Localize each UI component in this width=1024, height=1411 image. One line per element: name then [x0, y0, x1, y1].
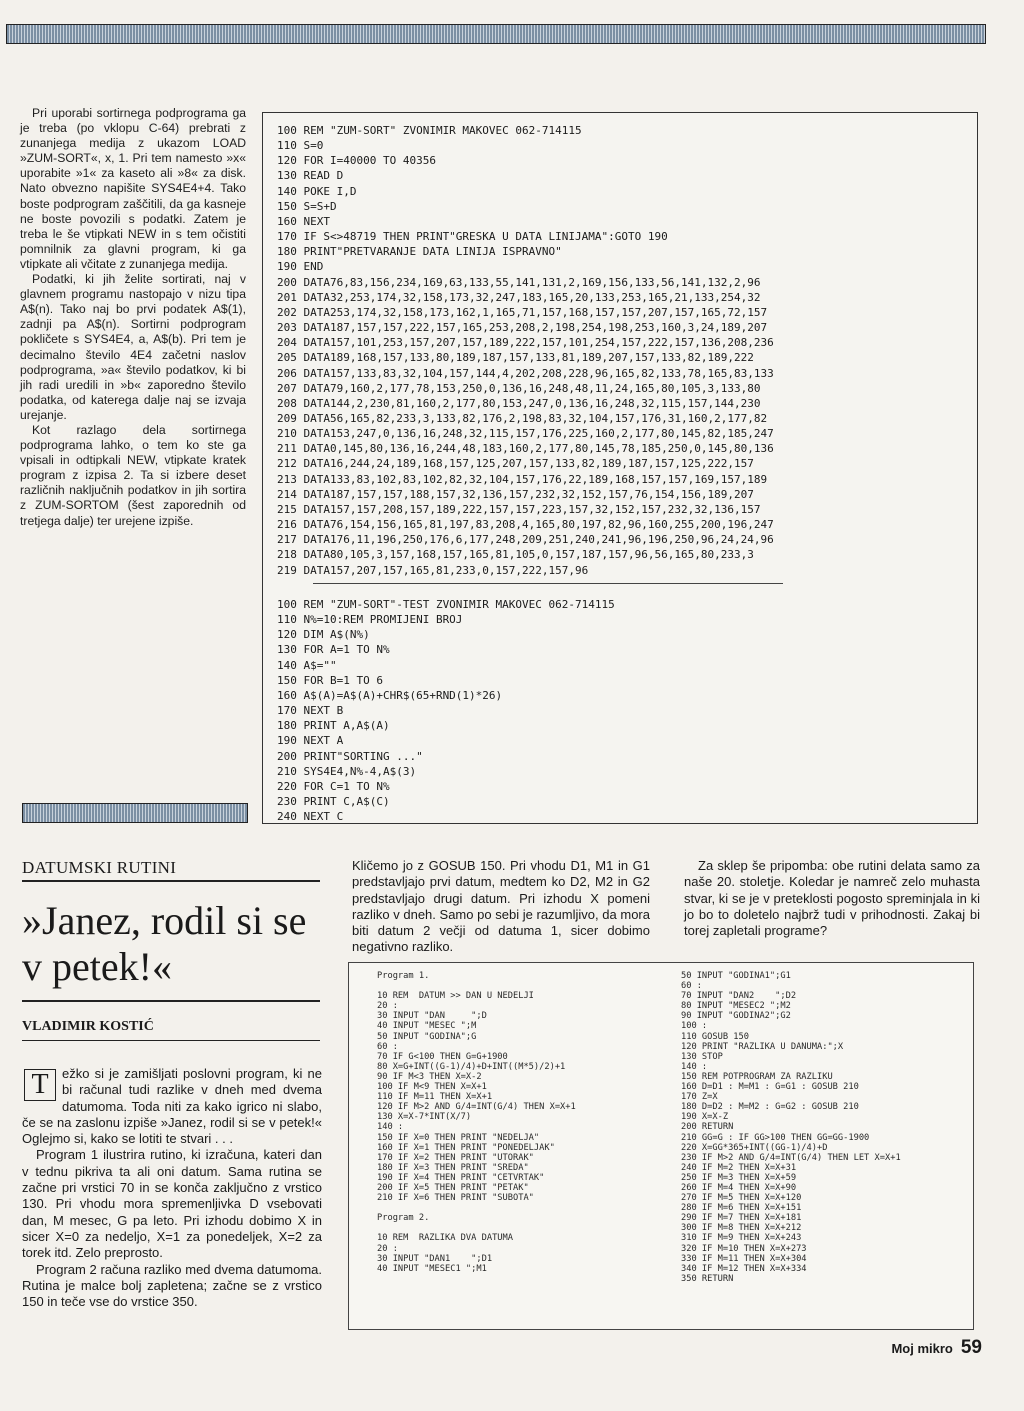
code-line: 210 GG=G : IF GG>100 THEN GG=GG-1900	[681, 1132, 870, 1143]
code-line: 200 PRINT"SORTING ..."	[277, 749, 423, 763]
code-line: 90 IF M<3 THEN X=X-2	[377, 1071, 482, 1082]
article-paragraph: Kličemo jo z GOSUB 150. Pri vhodu D1, M1 in G1 predstavljajo prvi datum, medtem ko D2, M2 in G2 predstavljajo drugi datum. Pri izhodu X pomeni razliko v dneh. Samo po sebi je razumljivo, da mora biti datum 2 večji od datuma 1, sicer dobimo negativno razliko.	[352, 858, 650, 955]
code-line: 70 INPUT "DAN2 ";D2	[681, 991, 797, 1002]
author-rule	[22, 1040, 320, 1041]
code-line: 270 IF M=5 THEN X=X+120	[681, 1193, 802, 1204]
code-line: 170 Z=X	[681, 1092, 718, 1103]
code-line: 300 IF M=8 THEN X=X+212	[681, 1223, 802, 1234]
code-line: 214 DATA187,157,157,188,157,32,136,157,232,32,152,157,76,154,156,189,207	[277, 487, 754, 501]
zum-sort-test-listing	[277, 597, 973, 824]
code-line: 260 IF M=4 THEN X=X+90	[681, 1182, 797, 1193]
code-line: 10 REM DATUM >> DAN U NEDELJI	[377, 991, 534, 1002]
code-line: 340 IF M=12 THEN X=X+334	[681, 1263, 807, 1274]
code-line: 140 POKE I,D	[277, 184, 357, 198]
code-line: 160 A$(A)=A$(A)+CHR$(65+RND(1)*26)	[277, 688, 503, 702]
code-line: 100 IF M<9 THEN X=X+1	[377, 1082, 487, 1093]
code-line: 100 :	[681, 1021, 708, 1032]
program-listing-right	[681, 971, 901, 1284]
code-line: 180 PRINT"PRETVARANJE DATA LINIJA ISPRAVNO"	[277, 245, 562, 259]
article-author: VLADIMIR KOSTIĆ	[22, 1019, 154, 1034]
code-line: 202 DATA253,174,32,158,173,162,1,165,71,157,168,157,157,207,157,165,72,157	[277, 305, 768, 319]
code-line: 20 :	[377, 1001, 398, 1012]
code-line: 208 DATA144,2,230,81,160,2,177,80,153,247,0,136,16,248,32,115,157,144,230	[277, 396, 761, 410]
code-line: 20 :	[377, 1243, 398, 1254]
sidebar-text	[20, 106, 246, 529]
article-body	[22, 1066, 322, 1310]
sidebar-paragraph: Pri uporabi sortirnega podprograma ga je treba (po vklopu C-64) prebrati z zunanjega medija z ukazom LOAD »ZUM-SORT«, x, 1. Pri tem namesto »x« uporabite »1« za kaseto ali »8« za disk. Nato obvezno napišite SYS4E4+4. Tako boste podprogram zaščitili, da ga kasneje ne boste povozili s podatki. Zatem je treba le še vtipkati NEW in s tem očistiti pomnilnik za glavni program, ki ga vtipkate ali včitate z zunanjega medija.	[20, 106, 246, 271]
code-line: 190 END	[277, 260, 324, 274]
code-line: 70 IF G<100 THEN G=G+1900	[377, 1051, 508, 1062]
code-line: 160 D=D1 : M=M1 : G=G1 : GOSUB 210	[681, 1082, 859, 1093]
article-column-right	[684, 858, 980, 939]
code-line: Program 2.	[377, 1213, 430, 1224]
code-line: 280 IF M=6 THEN X=X+151	[681, 1203, 802, 1214]
code-line: 50 INPUT "GODINA";G	[377, 1031, 477, 1042]
sidebar-paragraph: Podatki, ki jih želite sortirati, naj v glavnem programu nastopajo v nizu tipa A$(n). Tako naj bo prvi podatek A$(1), zadnji pa A$(n). Sortirni podprogram pokličete s SYS4E4, a, A$(b). Pri tem je decimalno število 4E4 začetni naslov podprograma, »a« število podatkov, ki bi jih radi uredili in »b« zaporedno število podatka, od katerega dalje naj se izvaja urejanje.	[20, 272, 246, 422]
code-line: 203 DATA187,157,157,222,157,165,253,208,2,198,254,198,253,160,3,24,189,207	[277, 321, 768, 335]
code-line: 180 IF X=3 THEN PRINT "SREDA"	[377, 1162, 529, 1173]
code-line: 330 IF M=11 THEN X=X+304	[681, 1253, 807, 1264]
code-line: 220 FOR C=1 TO N%	[277, 779, 390, 793]
code-line: 213 DATA133,83,102,83,102,82,32,104,157,176,22,189,168,157,157,169,157,189	[277, 472, 768, 486]
code-line: 140 :	[681, 1061, 708, 1072]
code-line: 130 FOR A=1 TO N%	[277, 643, 390, 657]
code-line: 210 SYS4E4,N%-4,A$(3)	[277, 764, 417, 778]
code-line	[377, 981, 576, 991]
code-line: 100 REM "ZUM-SORT"-TEST ZVONIMIR MAKOVEC 062-714115	[277, 598, 615, 611]
article-headline: »Janez, rodil si se v petek!«	[22, 898, 307, 989]
code-line: 170 IF S<>48719 THEN PRINT"GRESKA U DATA LINIJAMA":GOTO 190	[277, 230, 668, 244]
code-line: 120 FOR I=40000 TO 40356	[277, 154, 436, 168]
code-line: 130 STOP	[681, 1051, 723, 1062]
program-listing-left	[377, 971, 576, 1274]
code-line: 215 DATA157,157,208,157,189,222,157,157,223,157,32,152,157,232,32,136,157	[277, 502, 761, 516]
code-line: 150 IF X=0 THEN PRINT "NEDELJA"	[377, 1132, 540, 1143]
code-line: 190 IF X=4 THEN PRINT "CETVRTAK"	[377, 1172, 545, 1183]
article-paragraph	[22, 1066, 322, 1147]
code-line: 220 X=GG*365+INT((GG-1)/4)+D	[681, 1142, 828, 1153]
code-line: 150 S=S+D	[277, 199, 337, 213]
code-line: 110 N%=10:REM PROMIJENI BROJ	[277, 613, 463, 627]
code-line: 140 :	[377, 1122, 404, 1133]
code-line: 209 DATA56,165,82,233,3,133,82,176,2,198,83,32,104,157,176,31,160,2,177,82	[277, 411, 768, 425]
code-line	[377, 1203, 576, 1213]
code-line: 240 NEXT C	[277, 810, 344, 824]
code-line: 40 INPUT "MESEC ";M	[377, 1021, 477, 1032]
code-line: 206 DATA157,133,83,32,104,157,144,4,202,208,228,96,165,82,133,78,165,83,133	[277, 366, 774, 380]
code-line: 110 S=0	[277, 139, 324, 153]
code-line: 216 DATA76,154,156,165,81,197,83,208,4,165,80,197,82,96,160,255,200,196,247	[277, 518, 774, 532]
code-line: 200 IF X=5 THEN PRINT "PETAK"	[377, 1182, 529, 1193]
code-line: 201 DATA32,253,174,32,158,173,32,247,183,165,20,133,253,165,21,133,254,32	[277, 290, 761, 304]
code-listing-box	[262, 112, 978, 824]
code-line: 80 INPUT "MESEC2 ";M2	[681, 1001, 791, 1012]
code-line: 130 READ D	[277, 169, 344, 183]
code-line: 120 PRINT "RAZLIKA U DANUMA:";X	[681, 1041, 844, 1052]
code-line: 211 DATA0,145,80,136,16,244,48,183,160,2,177,80,145,78,185,250,0,145,80,136	[277, 442, 774, 456]
code-line: 30 INPUT "DAN ";D	[377, 1011, 487, 1022]
code-line: 30 INPUT "DAN1 ";D1	[377, 1253, 493, 1264]
listing-separator	[313, 583, 783, 584]
code-line: 205 DATA189,168,157,133,80,189,187,157,133,81,189,207,157,133,82,189,222	[277, 351, 754, 365]
article-paragraph: Program 2 računa razliko med dvema datumoma. Rutina je malce bolj zapletena; začne se z vrstico 150 in teče vse do vrstice 350.	[22, 1261, 322, 1310]
code-line: 60 :	[681, 981, 702, 992]
decorative-mid-bar	[22, 803, 248, 823]
code-line: 100 REM "ZUM-SORT" ZVONIMIR MAKOVEC 062-714115	[277, 124, 582, 137]
code-line: 40 INPUT "MESEC1 ";M1	[377, 1263, 487, 1274]
code-line: 50 INPUT "GODINA1";G1	[681, 971, 791, 981]
code-line: 170 NEXT B	[277, 704, 344, 718]
code-line: 180 D=D2 : M=M2 : G=G2 : GOSUB 210	[681, 1102, 859, 1113]
code-line: 160 IF X=1 THEN PRINT "PONEDELJAK"	[377, 1142, 555, 1153]
code-line: 90 INPUT "GODINA2";G2	[681, 1011, 791, 1022]
code-line: Program 1.	[377, 971, 430, 981]
code-line: 130 X=X-7*INT(X/7)	[377, 1112, 472, 1123]
article-paragraph: Za sklep še pripomba: obe rutini delata samo za naše 20. stoletje. Koledar je namreč zelo muhasta stvar, ki se je v preteklosti pogosto spreminjala in ki jo bo to doletelo najbrž tudi v prihodnosti. Zakaj bi torej zapletali programe?	[684, 858, 980, 939]
code-line: 210 IF X=6 THEN PRINT "SUBOTA"	[377, 1193, 534, 1204]
code-line: 170 IF X=2 THEN PRINT "UTORAK"	[377, 1152, 534, 1163]
code-line: 10 REM RAZLIKA DVA DATUMA	[377, 1233, 513, 1244]
code-line: 80 X=G+INT((G-1)/4)+D+INT((M*5)/2)+1	[377, 1061, 566, 1072]
code-line: 150 FOR B=1 TO 6	[277, 673, 383, 687]
code-line: 204 DATA157,101,253,157,207,157,189,222,157,101,254,157,222,157,136,208,236	[277, 336, 774, 350]
page-number: 59	[960, 1337, 982, 1358]
code-line: 250 IF M=3 THEN X=X+59	[681, 1172, 797, 1183]
code-line: 219 DATA157,207,157,165,81,233,0,157,222,157,96	[277, 563, 589, 577]
zum-sort-listing	[277, 123, 973, 578]
code-line: 217 DATA176,11,196,250,176,6,177,248,209,251,240,241,96,196,250,96,24,24,96	[277, 533, 774, 547]
code-line: 210 DATA153,247,0,136,16,248,32,115,157,176,225,160,2,177,80,145,82,185,247	[277, 427, 774, 441]
code-line: 200 DATA76,83,156,234,169,63,133,55,141,131,2,169,156,133,56,141,132,2,96	[277, 275, 761, 289]
code-line: 120 DIM A$(N%)	[277, 628, 370, 642]
code-line	[377, 1223, 576, 1233]
code-line: 350 RETURN	[681, 1273, 734, 1284]
headline-rule	[22, 1000, 320, 1002]
article-column-middle	[352, 858, 650, 956]
code-line: 218 DATA80,105,3,157,168,157,165,81,105,0,157,187,157,96,56,165,80,233,3	[277, 548, 754, 562]
drop-cap: T	[24, 1069, 56, 1101]
code-line: 140 A$=""	[277, 658, 337, 672]
page-footer	[891, 1337, 982, 1359]
code-line: 110 GOSUB 150	[681, 1031, 749, 1042]
code-line: 150 REM POTPROGRAM ZA RAZLIKU	[681, 1071, 833, 1082]
code-line: 160 NEXT	[277, 214, 330, 228]
code-line: 207 DATA79,160,2,177,78,153,250,0,136,16,248,48,11,24,165,80,105,3,133,80	[277, 381, 761, 395]
code-line: 190 NEXT A	[277, 734, 344, 748]
code-line: 180 PRINT A,A$(A)	[277, 719, 390, 733]
magazine-name: Moj mikro	[891, 1341, 953, 1356]
article-paragraph-text: ežko si je zamišljati poslovni program, ki ne bi računal tudi razlike v dneh med dvema datumoma. Toda niti za kako igrico ni slabo, če se na zaslonu izpiše »Janez, rodil si se v petek!« Oglejmo si, kako se lotiti te stvari . . .	[22, 1066, 322, 1147]
code-line: 212 DATA16,244,24,189,168,157,125,207,157,133,82,189,187,157,125,222,157	[277, 457, 754, 471]
section-label: DATUMSKI RUTINI	[22, 858, 177, 877]
code-line: 230 IF M>2 AND G/4=INT(G/4) THEN LET X=X+1	[681, 1152, 901, 1163]
code-line: 310 IF M=9 THEN X=X+243	[681, 1233, 802, 1244]
code-line: 320 IF M=10 THEN X=X+273	[681, 1243, 807, 1254]
date-program-listing-box	[348, 962, 974, 1330]
code-line: 230 PRINT C,A$(C)	[277, 795, 390, 809]
code-line: 240 IF M=2 THEN X=X+31	[681, 1162, 797, 1173]
code-line: 60 :	[377, 1041, 398, 1052]
decorative-top-bar	[6, 24, 986, 44]
code-line: 290 IF M=7 THEN X=X+181	[681, 1213, 802, 1224]
code-line: 200 RETURN	[681, 1122, 734, 1133]
code-line: 110 IF M=11 THEN X=X+1	[377, 1092, 493, 1103]
article-paragraph: Program 1 ilustrira rutino, ki izračuna, kateri dan v tednu pikriva ta ali oni datum. Sama rutina se začne pri vrstici 70 in se konča zaključno z vrstico 130. Pri vhodu mora spremenljivka D vsebovati dan, M mesec, G pa leto. Pri izhodu dobimo X in sicer X=0 za nedeljo, X=1 za ponedeljek, X=2 za torek itd. Zelo preprosto.	[22, 1147, 322, 1261]
section-rule	[22, 880, 320, 882]
code-line: 190 X=X-Z	[681, 1112, 729, 1123]
sidebar-paragraph: Kot razlago dela sortirnega podprograma lahko, o tem ko ste ga vpisali in odtipkali NEW, vtipkate kratek program z izpisa 2. Ta si izbere deset različnih naključnih podatkov in jih sortira z ZUM-SORTOM (šest zaporednih od tretjega dalje) ter urejene izpiše.	[20, 422, 246, 528]
code-line: 120 IF M>2 AND G/4=INT(G/4) THEN X=X+1	[377, 1102, 576, 1113]
